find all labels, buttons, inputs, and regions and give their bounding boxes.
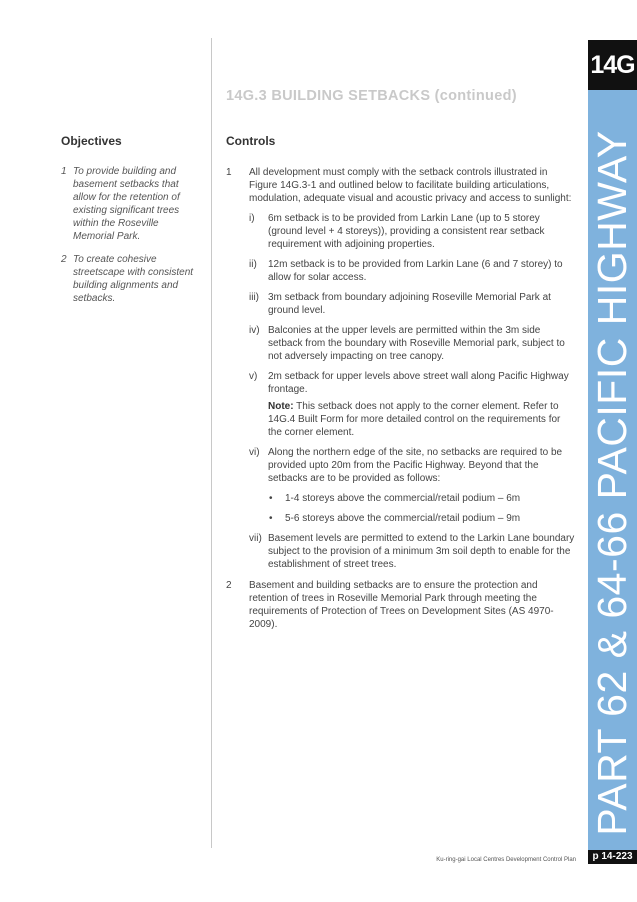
bullet-dot: •: [269, 493, 273, 504]
sub-control-text: 6m setback is to be provided from Larkin Lane (up to 5 storey (ground level + 4 storeys)), providing a consistent rear setback requirement with adjoining properties.: [268, 213, 545, 250]
objective-number: 1: [61, 166, 67, 177]
sub-control-text: Basement levels are permitted to extend to the Larkin Lane boundary subject to the provision of a minimum 3m soil depth to enable for the establishment of street trees.: [268, 533, 575, 570]
sub-control-number: iii): [249, 292, 259, 303]
objectives-list: [61, 165, 201, 315]
section-tab: 14G: [588, 40, 637, 90]
bullet-item: [268, 492, 576, 505]
control-number: 1: [226, 167, 232, 178]
sub-control: [249, 370, 576, 439]
bullet-dot: •: [269, 513, 273, 524]
sub-control-number: ii): [249, 259, 257, 270]
sub-control-number: v): [249, 371, 258, 382]
sub-control-number: vii): [249, 533, 262, 544]
note-text: This setback does not apply to the corner element. Refer to 14G.4 Built Form for more detailed control on the requirements for the corner element.: [268, 401, 561, 438]
sub-control-text: Balconies at the upper levels are permitted within the 3m side setback from the boundary with Roseville Memorial park, subject to not adversely impacting on tree canopy.: [268, 325, 565, 362]
sub-control-number: iv): [249, 325, 260, 336]
sub-control-number: i): [249, 213, 255, 224]
controls-heading: Controls: [226, 134, 276, 148]
sub-control: [249, 532, 576, 571]
sub-control: [249, 291, 576, 317]
page-number: p 14-223: [588, 850, 637, 864]
footer-text: Ku-ring-gai Local Centres Development Control Plan: [436, 857, 576, 863]
objectives-heading: Objectives: [61, 134, 122, 148]
control-number: 2: [226, 580, 232, 591]
sub-control-text: Along the northern edge of the site, no setbacks are required to be provided upto 20m from the Pacific Highway. Beyond that the setbacks are to be provided as follows:: [268, 447, 563, 484]
objective-text: To provide building and basement setbacks that allow for the retention of existing significant trees within the Roseville Memorial Park.: [73, 166, 180, 242]
sub-control: [249, 446, 576, 525]
controls-list: [226, 166, 576, 631]
objective-number: 2: [61, 254, 67, 265]
note: [268, 400, 576, 439]
sub-control: [249, 212, 576, 251]
note-label: Note:: [268, 401, 294, 412]
side-title: PART 62 & 64-66 PACIFIC HIGHWAY: [589, 130, 635, 836]
sub-control: [249, 258, 576, 284]
control-text: All development must comply with the setback controls illustrated in Figure 14G.3-1 and outlined below to facilitate building articulations, modulation, adequate visual and acoustic privacy and access to sunlight:: [249, 167, 572, 204]
objective-item: [61, 165, 201, 243]
bullet-text: 5-6 storeys above the commercial/retail podium – 9m: [285, 513, 521, 524]
sub-control-number: vi): [249, 447, 260, 458]
sub-control-text: 2m setback for upper levels above street wall along Pacific Highway frontage.: [268, 371, 569, 395]
control-item: [226, 166, 576, 571]
control-item: [226, 579, 576, 631]
sub-control-text: 3m setback from boundary adjoining Roseville Memorial Park at ground level.: [268, 292, 551, 316]
control-text: Basement and building setbacks are to ensure the protection and retention of trees in Roseville Memorial Park through meeting the requirements of Protection of Trees on Development Sites (AS 4970-2009).: [249, 580, 554, 630]
sub-control-text: 12m setback is to be provided from Larkin Lane (6 and 7 storey) to allow for solar access.: [268, 259, 563, 283]
column-divider: [211, 38, 212, 848]
bullet-text: 1-4 storeys above the commercial/retail podium – 6m: [285, 493, 521, 504]
section-title: 14G.3 BUILDING SETBACKS (continued): [226, 88, 517, 104]
objective-item: [61, 253, 201, 305]
objective-text: To create cohesive streetscape with consistent building alignments and setbacks.: [73, 254, 194, 304]
sub-control: [249, 324, 576, 363]
bullet-item: [268, 512, 576, 525]
